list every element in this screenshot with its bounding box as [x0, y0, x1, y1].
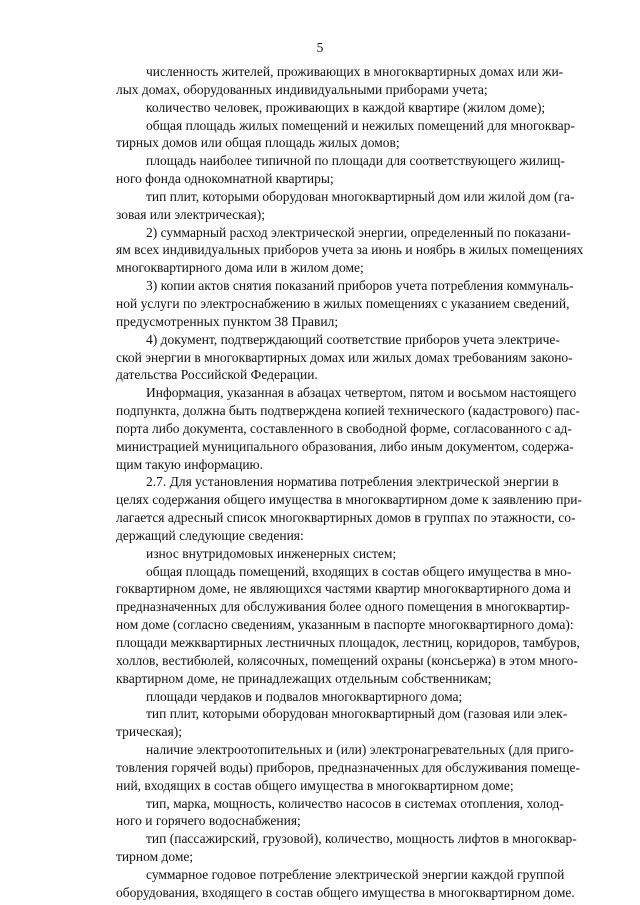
text-line: Информация, указанная в абзацах четвертом, пятом и восьмом настоящего — [146, 385, 577, 401]
text-line: наличие электроотопительных и (или) электронагревательных (для приго- — [146, 742, 574, 758]
text-line: оборудования, входящего в состав общего имущества в многоквартирном доме. — [116, 884, 575, 900]
text-line: предназначенных для обслуживания более одного помещения в многоквартир- — [116, 599, 570, 615]
text-line: 2) суммарный расход электрической энергии, определенный по показани- — [146, 224, 571, 240]
text-line: многоквартирного дома или в жилом доме; — [116, 260, 364, 276]
text-line: трическая); — [116, 724, 182, 740]
text-line: порта либо документа, составленного в свободной форме, согласованного с ад- — [116, 420, 572, 436]
text-line: 4) документ, подтверждающий соответствие приборов учета электриче- — [146, 331, 560, 347]
text-line: тип, марка, мощность, количество насосов в системах отопления, холод- — [146, 795, 564, 811]
text-line: ний, входящих в состав общего имущества в многоквартирном доме; — [116, 777, 514, 793]
text-line: численность жителей, проживающих в многоквартирных домах или жи- — [146, 64, 564, 79]
text-line: ской энергии в многоквартирных домах или жилых домах требованиям законо- — [116, 349, 573, 365]
text-line: квартирном доме, не принадлежащих отдельным собственникам; — [116, 670, 492, 686]
text-line: товления горячей воды) приборов, предназначенных для обслуживания помеще- — [116, 759, 580, 775]
text-line: площади чердаков и подвалов многоквартирного дома; — [146, 688, 463, 704]
body-text — [116, 63, 584, 902]
text-line: лых домах, оборудованных индивидуальными приборами учета; — [116, 81, 488, 97]
text-line: тип плит, которыми оборудован многоквартирный дом или жилой дом (га- — [146, 188, 575, 204]
text-line: ного и горячего водоснабжения; — [116, 813, 301, 829]
text-line: щим такую информацию. — [116, 456, 264, 472]
text-line: общая площадь жилых помещений и нежилых помещений для многоквар- — [146, 117, 575, 133]
text-line: гоквартирном доме, не являющихся частями квартир многоквартирного дома и — [116, 581, 571, 597]
text-line: зовая или электрическая); — [116, 206, 265, 222]
text-line: предусмотренных пунктом 38 Правил; — [116, 313, 339, 329]
text-line: износ внутридомовых инженерных систем; — [146, 545, 397, 561]
text-line: 2.7. Для установления норматива потребления электрической энергии в — [146, 474, 559, 490]
text-line: площади межквартирных лестничных площадок, лестниц, коридоров, тамбуров, — [116, 635, 580, 650]
text-line: целях содержания общего имущества в многоквартирном доме к заявлению при- — [116, 492, 582, 508]
text-line: ям всех индивидуальных приборов учета за июнь и ноябрь в жилых помещениях — [116, 242, 584, 258]
text-line: лагается адресный список многоквартирных домов в группах по этажности, со- — [116, 510, 576, 526]
text-line: общая площадь помещений, входящих в состав общего имущества в мно- — [146, 563, 572, 579]
text-line: количество человек, проживающих в каждой квартире (жилом доме); — [146, 99, 546, 115]
text-line: министрацией муниципального образования, либо иным документом, содержа- — [116, 438, 574, 454]
text-line: ном доме (согласно сведениям, указанным в паспорте многоквартирного дома): — [116, 617, 574, 633]
text-line: ного фонда однокомнатной квартиры; — [116, 171, 334, 187]
text-line: холлов, вестибюлей, колясочных, помещений охраны (консьержа) в этом много- — [116, 652, 578, 668]
text-line: тирных домов или общая площадь жилых домов; — [116, 135, 400, 151]
text-line: дательства Российской Федерации. — [116, 367, 318, 383]
text-line: подпункта, должна быть подтверждена копией технического (кадастрового) пас- — [116, 403, 580, 419]
text-line: тип (пассажирский, грузовой), количество, мощность лифтов в многоквар- — [146, 831, 577, 847]
text-line: держащий следующие сведения: — [116, 527, 304, 543]
text-line: 3) копии актов снятия показаний приборов учета потребления коммуналь- — [146, 278, 574, 294]
text-line: ной услуги по электроснабжению в жилых помещениях с указанием сведений, — [116, 295, 570, 311]
text-line: тип плит, которыми оборудован многоквартирный дом (газовая или элек- — [146, 706, 568, 722]
text-line: суммарное годовое потребление электрической энергии каждой группой — [146, 866, 565, 882]
page-number: 5 — [316, 40, 324, 55]
text-line: тирном доме; — [116, 849, 194, 865]
text-line: площадь наиболее типичной по площади для соответствующего жилищ- — [146, 153, 565, 169]
